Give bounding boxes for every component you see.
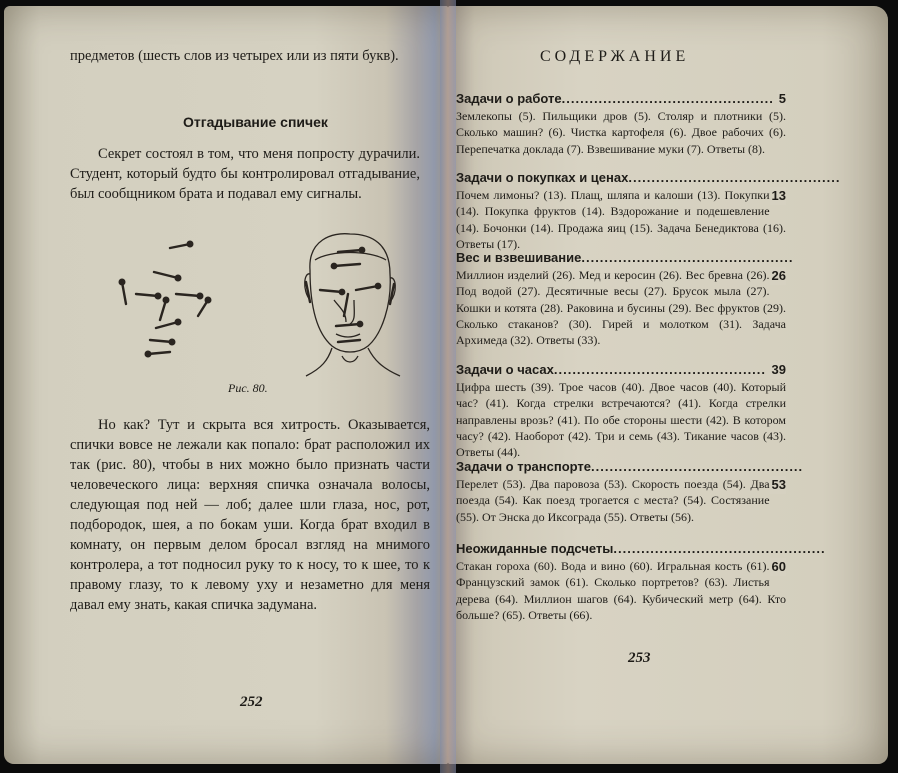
- toc-section: Задачи о покупках и ценах.............................................. 13 Почем лимоны? (13). Плащ, шляпа и калоши (13). Покупки (14). Покупка фруктов (14). Вздорожание и подешевление (14). Бочонки (14). Продажа яиц (15). Задача Бенедиктова (16). Ответы (17).: [456, 170, 841, 251]
- toc-section-items: Цифра шесть (39). Трое часов (40). Двое часов (40). Который час? (41). Когда стрелки встречаются? (41). Когда стрелки направлены врозь? (41). По обе стороны шести (42). В котором часу? (42). Наоборот (42). Три и семь (43). Тикание часов (43). Ответы (44).: [456, 380, 786, 460]
- page-number-left: 252: [240, 694, 263, 710]
- paragraph-2: Но как? Тут и скрыта вся хитрость. Оказывается, спички вовсе не лежали как попало: брат расположил их так (рис. 80), чтобы в них можно было признать части человеческого лица: верхняя спичка означала волосы, следующая под ней — лоб; далее шли глаза, нос, рот, подбородок, шея, а по бокам уши. Когда брат входил в комнату, он первым делом бросал взгляд на мнимого контролера, а тот подносил руку то к носу, то к шее, то к правому глазу, то к левому уху и незаметно для меня давал ему знать, какая спичка задумана.: [70, 417, 430, 613]
- page-number-right: 253: [628, 650, 651, 666]
- toc-section-page: 5: [778, 91, 786, 106]
- toc-section: Задачи о часах.............................................. 39 Цифра шесть (39). Трое часов (40). Двое часов (40). Который час? (41). Когда стрелки встречаются? (41). Когда стрелки направлены врозь? (41). По обе стороны шести (42). В котором часу? (42). Наоборот (42). Три и семь (43). Тикание часов (43). Ответы (44).: [456, 362, 786, 460]
- intro-text: предметов (шесть слов из четырех или из пяти букв).: [70, 48, 399, 64]
- toc-section-items: Перелет (53). Два паровоза (53). Скорость поезда (54). Два поезда (54). Как поезд трогается с места? (54). Состязание (55). От Энска до Иксограда (55). Ответы (56).: [456, 477, 770, 524]
- toc-section-page: 60: [771, 559, 786, 574]
- toc-section-title: Задачи о работе: [456, 91, 562, 106]
- toc-section: Задачи о работе.............................................. 5 Землекопы (5). Пильщики дров (5). Столяр и плотники (5). Сколько машин? (6). Чистка картофеля (6). Двое рабочих (6). Перепечатка доклада (7). Взвешивание муки (7). Ответы (8).: [456, 91, 786, 156]
- toc-section-title: Задачи о покупках и ценах: [456, 170, 629, 185]
- toc-section: Вес и взвешивание.............................................. 26 Миллион изделий (26). Мед и керосин (26). Вес бревна (26). Под водой (27). Десятичные весы (27). Брусок мыла (27). Кошки и котята (28). Раковина и бусины (29). Вес фруктов (29). Сколько стаканов? (30). Гирей и молотком (31). Задача Архимеда (32). Ответы (33).: [456, 250, 794, 348]
- toc-section-page: 13: [771, 188, 786, 203]
- toc-section-title: Задачи о транспорте: [456, 459, 592, 474]
- match-eye-right: [176, 294, 200, 296]
- toc-section-page: 39: [771, 362, 786, 377]
- paragraph-1: Секрет состоял в том, что меня попросту дурачили. Студент, который будто бы контролировал отгадывание, был сообщником брата и подавал ему сигналы.: [70, 146, 420, 202]
- toc-section-title: Задачи о часах: [456, 362, 554, 377]
- toc-section-title: Вес и взвешивание: [456, 250, 582, 265]
- toc-section-title: Неожиданные подсчеты: [456, 541, 614, 556]
- toc-section-items: Землекопы (5). Пильщики дров (5). Столяр и плотники (5). Сколько машин? (6). Чистка картофеля (6). Двое рабочих (6). Перепечатка доклада (7). Взвешивание муки (7). Ответы (8).: [456, 109, 786, 156]
- toc-section-items: Почем лимоны? (13). Плащ, шляпа и калоши (13). Покупки (14). Покупка фруктов (14). Вздорожание и подешевление (14). Бочонки (14). Продажа яиц (15). Задача Бенедиктова (16). Ответы (17).: [456, 188, 786, 251]
- toc-section-items: Стакан гороха (60). Вода и вино (60). Игральная кость (61). Французский замок (61). Сколько портретов? (63). Листья дерева (64). Миллион шагов (64). Кубический метр (64). Кто больше? (65). Ответы (66).: [456, 559, 786, 622]
- toc-section-page: 53: [771, 477, 786, 492]
- figure-caption: Рис. 80.: [228, 381, 268, 395]
- book-spine: [440, 0, 456, 773]
- match-forehead: [154, 272, 178, 278]
- toc-section: Неожиданные подсчеты.............................................. 60 Стакан гороха (60). Вода и вино (60). Игральная кость (61). Французский замок (61). Сколько портретов? (63). Листья дерева (64). Миллион шагов (64). Кубический метр (64). Кто больше? (65). Ответы (66).: [456, 541, 826, 622]
- toc-section-items: Миллион изделий (26). Мед и керосин (26). Вес бревна (26). Под водой (27). Десятичные весы (27). Брусок мыла (27). Кошки и котята (28). Раковина и бусины (29). Вес фруктов (29). Сколько стаканов? (30). Гирей и молотком (31). Задача Архимеда (32). Ответы (33).: [456, 268, 786, 348]
- toc-section-page: 26: [771, 268, 786, 283]
- section-title: Отгадывание спичек: [183, 114, 328, 130]
- contents-title: СОДЕРЖАНИЕ: [540, 48, 690, 65]
- toc-section: Задачи о транспорте.............................................. 53 Перелет (53). Два паровоза (53). Скорость поезда (54). Два поезда (54). Как поезд трогается с места? (54). Состязание (55). От Энска до Иксограда (55). Ответы (56).: [456, 459, 804, 524]
- figure-80: [110, 230, 410, 380]
